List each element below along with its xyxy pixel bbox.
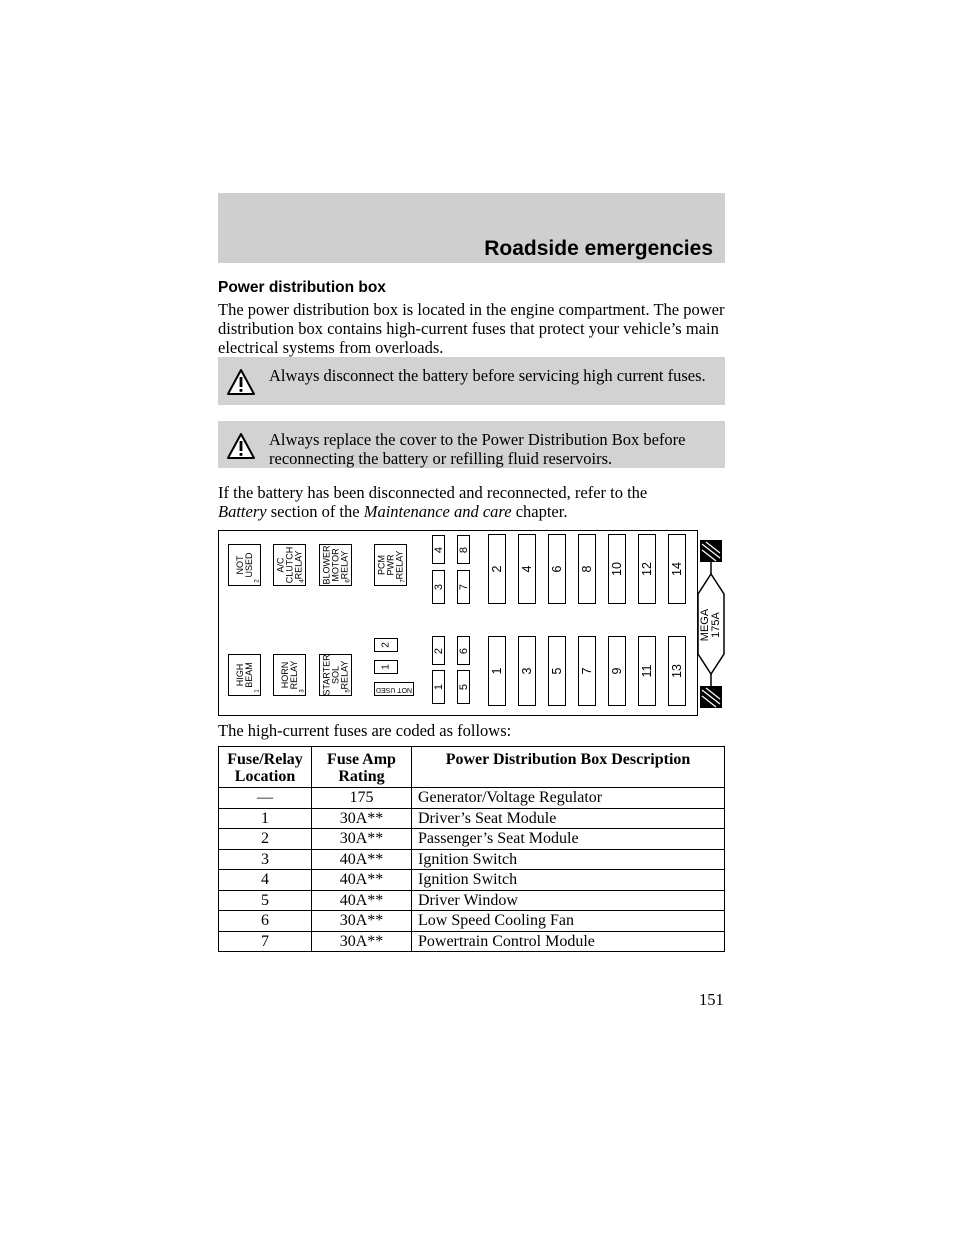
warning-text-1: Always disconnect the battery before servicing high current fuses. (269, 366, 706, 385)
table-row: 2 30A** Passenger’s Seat Module (219, 829, 725, 850)
table-row: 5 40A** Driver Window (219, 890, 725, 911)
fuse-table (218, 746, 725, 952)
relay-1: HIGH BEAM 1 (228, 654, 261, 696)
header-location: Fuse/Relay Location (219, 747, 312, 788)
maxi-fuse-13: 13 (668, 636, 686, 706)
small-fuse-3: 3 (432, 570, 445, 604)
battery-reference-paragraph (218, 483, 728, 521)
mini-fuse-1: 1 (374, 660, 398, 674)
maxi-fuse-5: 5 (548, 636, 566, 706)
mega-fuse-label: MEGA 175A (699, 608, 722, 642)
battery-ref-link: Battery (218, 502, 267, 521)
small-fuse-5: 5 (457, 670, 470, 704)
table-header-row (219, 747, 725, 788)
power-distribution-box-diagram (218, 530, 725, 716)
small-fuse-6: 6 (457, 636, 470, 665)
small-fuse-1: 1 (432, 670, 445, 704)
maxi-fuse-1: 1 (488, 636, 506, 706)
maxi-fuse-7: 7 (578, 636, 596, 706)
table-row: 4 40A** Ignition Switch (219, 870, 725, 891)
relay-7: PCM PWR RELAY 7 (374, 544, 407, 586)
mini-fuse-2: 2 (374, 638, 398, 652)
section-title: Power distribution box (218, 279, 386, 296)
relay-5: STARTER SOL RELAY 5 (321, 654, 352, 696)
warning-icon (226, 432, 256, 460)
relay-3: HORN RELAY 3 (273, 654, 306, 696)
small-fuse-8: 8 (457, 535, 470, 564)
maintenance-chapter-ref: Maintenance and care (363, 502, 512, 521)
table-row: 3 40A** Ignition Switch (219, 849, 725, 870)
coded-intro: The high-current fuses are coded as follows: (218, 721, 512, 740)
relay-2: NOT USED 2 (228, 544, 261, 586)
maxi-fuse-14: 14 (668, 534, 686, 604)
small-fuse-7: 7 (457, 570, 470, 604)
header-band (218, 193, 725, 263)
page-header-title: Roadside emergencies (484, 237, 713, 260)
maxi-fuse-2: 2 (488, 534, 506, 604)
battery-ref-text-e: chapter. (511, 502, 568, 521)
relay-6: BLOWER MOTOR RELAY 6 (321, 545, 352, 585)
maxi-fuse-6: 6 (548, 534, 566, 604)
small-fuse-2: 2 (432, 636, 445, 665)
maxi-fuse-8: 8 (578, 534, 596, 604)
not-used-slot: NOT USED (374, 682, 414, 696)
battery-ref-text-c: section of the (266, 502, 364, 521)
intro-paragraph: The power distribution box is located in the engine compartment. The power distribution box contains high-current fuses that protect your vehicle’s main electrical systems from overloads. (218, 300, 725, 357)
warning-text-2: Always replace the cover to the Power Distribution Box before reconnecting the battery or refilling fluid reservoirs. (269, 430, 686, 468)
battery-ref-text-a: If the battery has been disconnected and reconnected, refer to the (218, 483, 648, 502)
small-fuse-4: 4 (432, 535, 445, 564)
table-row: — 175 Generator/Voltage Regulator (219, 788, 725, 809)
maxi-fuse-11: 11 (638, 636, 656, 706)
header-rating: Fuse Amp Rating (312, 747, 412, 788)
warning-icon (226, 368, 256, 396)
maxi-fuse-9: 9 (608, 636, 626, 706)
relay-4: A/C CLUTCH RELAY 4 (273, 544, 306, 586)
maxi-fuse-12: 12 (638, 534, 656, 604)
warning-box-2 (218, 421, 725, 468)
table-row: 7 30A** Powertrain Control Module (219, 931, 725, 952)
maxi-fuse-4: 4 (518, 534, 536, 604)
table-row: 1 30A** Driver’s Seat Module (219, 808, 725, 829)
page-number: 151 (699, 990, 724, 1009)
warning-box-1 (218, 357, 725, 405)
table-row: 6 30A** Low Speed Cooling Fan (219, 911, 725, 932)
header-description: Power Distribution Box Description (412, 747, 725, 788)
maxi-fuse-10: 10 (608, 534, 626, 604)
maxi-fuse-3: 3 (518, 636, 536, 706)
